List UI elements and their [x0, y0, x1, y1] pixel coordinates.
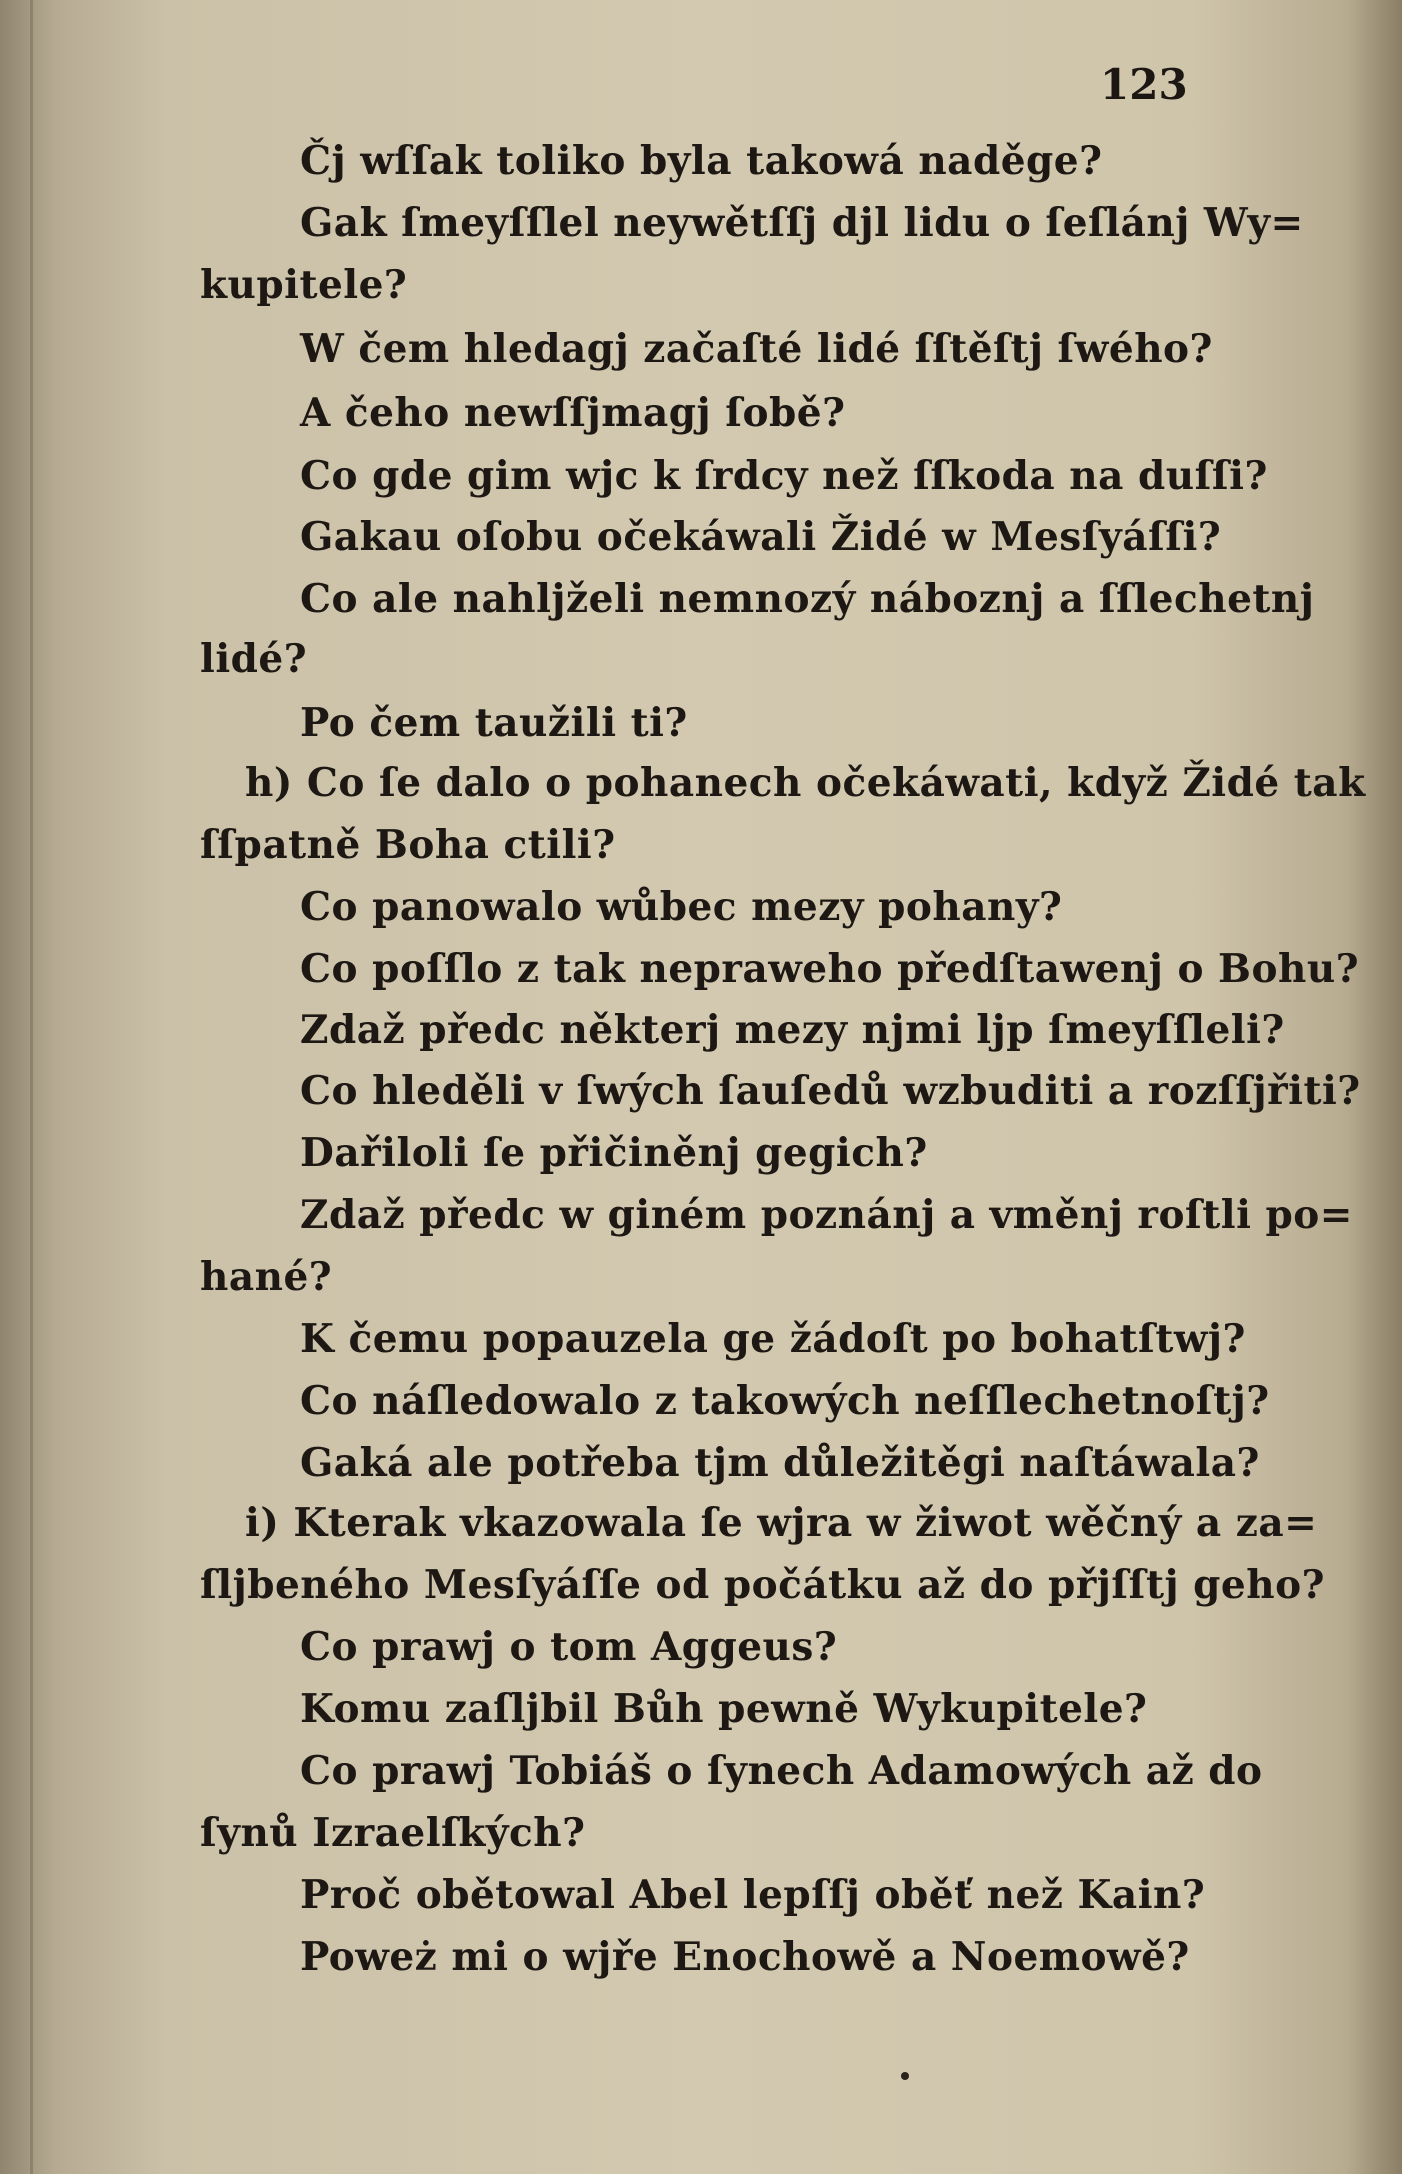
text-line: Čj wſſak toliko byla takowá naděge?	[300, 138, 1103, 184]
text-line: Dařiloli ſe přičiněnj gegich?	[300, 1130, 928, 1176]
text-line: Co prawj o tom Aggeus?	[300, 1624, 838, 1670]
text-line: Zdaž předc w giném poznánj a vměnj roſtli po=	[300, 1192, 1353, 1238]
text-line: ſſpatně Boha ctili?	[200, 822, 616, 868]
page-number: 123	[1100, 60, 1188, 109]
text-line: Komu zaſljbil Bůh pewně Wykupitele?	[300, 1686, 1148, 1732]
text-line: Zdaž předc některj mezy njmi ljp ſmeyſſleli?	[300, 1007, 1285, 1053]
text-line: Co panowalo wůbec mezy pohany?	[300, 884, 1063, 930]
text-line: Co hleděli v ſwých ſauſedů wzbuditi a rozſſjřiti?	[300, 1068, 1361, 1114]
text-line: lidé?	[200, 636, 308, 682]
text-line: Gak ſmeyſſlel neywětſſj djl lidu o ſeſlánj Wy=	[300, 200, 1304, 246]
text-line: Co ale nahljželi nemnozý náboznj a ſſlechetnj	[300, 576, 1315, 622]
text-line: Co prawj Tobiáš o ſynech Adamowých až do	[300, 1748, 1263, 1794]
section-line: h) Co ſe dalo o pohanech očekáwati, když Židé tak	[245, 760, 1366, 806]
text-line: Poweż mi o wjře Enochowě a Noemowě?	[300, 1934, 1190, 1980]
text-line: W čem hledagj začaſté lidé ſſtěſtj ſwého?	[300, 326, 1213, 372]
ink-speck	[901, 2072, 909, 2080]
text-line: kupitele?	[200, 262, 408, 308]
text-line: Co gde gim wjc k ſrdcy než ſſkoda na duſſi?	[300, 453, 1268, 499]
text-line: Gakau oſobu očekáwali Židé w Mesſyáſſi?	[300, 514, 1222, 560]
text-line: ſynů Izraelſkých?	[200, 1810, 586, 1856]
text-line: Co poſſlo z tak nepraweho předſtawenj o Bohu?	[300, 946, 1360, 992]
text-line: K čemu popauzela ge žádoſt po bohatſtwj?	[300, 1316, 1246, 1362]
text-line: Po čem taužili ti?	[300, 700, 688, 746]
section-line: i) Kterak vkazowala ſe wjra w žiwot wěčný a za=	[245, 1500, 1318, 1546]
text-line: A čeho newſſjmagj ſobě?	[300, 390, 846, 436]
text-line: Co náſledowalo z takowých neſſlechetnoſtj?	[300, 1378, 1270, 1424]
text-line: Proč obětowal Abel lepſſj oběť než Kain?	[300, 1872, 1206, 1918]
text-line: ſljbeného Mesſyáſſe od počátku až do přjſſtj geho?	[200, 1562, 1325, 1608]
text-line: Gaká ale potřeba tjm důležitěgi naſtáwala?	[300, 1440, 1260, 1486]
text-line: hané?	[200, 1254, 333, 1300]
